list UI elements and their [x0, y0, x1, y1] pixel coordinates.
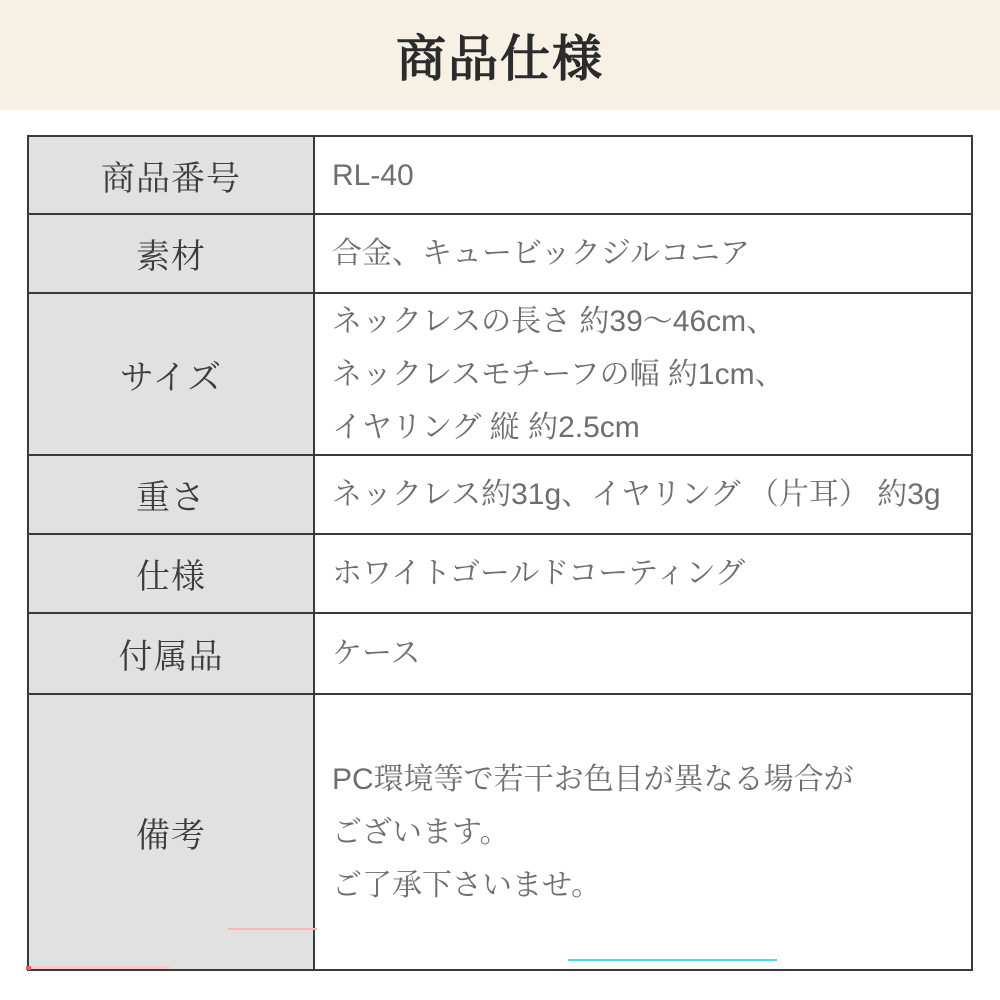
spec-value-line: ネックレスの長さ 約39〜46cm、	[332, 304, 777, 338]
spec-row	[29, 695, 971, 969]
header-band	[0, 0, 1000, 110]
spec-value	[315, 695, 971, 969]
spec-value-line: 合金、キュービックジルコニア	[332, 237, 751, 270]
spec-label: 素材	[29, 215, 315, 292]
page-title: 商品仕様	[396, 31, 604, 87]
spec-label: 商品番号	[29, 137, 315, 213]
spec-value	[315, 137, 971, 213]
spec-value-line: RL-40	[332, 158, 414, 192]
spec-row	[29, 215, 971, 294]
spec-table	[27, 135, 973, 971]
spec-value-line: ケース	[332, 637, 421, 670]
spec-value-line: PC環境等で若干お色目が異なる場合が	[332, 762, 854, 796]
spec-label: 備考	[29, 695, 315, 969]
spec-value	[315, 294, 971, 454]
spec-row	[29, 137, 971, 215]
spec-value-line: ネックレスモチーフの幅 約1cm、	[332, 357, 785, 391]
spec-row	[29, 535, 971, 614]
spec-value-line: ネックレス約31g、イヤリング （片耳） 約3g	[332, 478, 941, 511]
spec-label: サイズ	[29, 294, 315, 454]
spec-value-line: イヤリング 縦 約2.5cm	[332, 410, 640, 444]
spec-label: 仕様	[29, 535, 315, 612]
spec-row	[29, 294, 971, 456]
spec-row	[29, 614, 971, 695]
spec-value	[315, 614, 971, 693]
spec-value-line: ございます。	[332, 815, 510, 849]
spec-value	[315, 535, 971, 612]
spec-row	[29, 456, 971, 535]
spec-label: 付属品	[29, 614, 315, 693]
spec-value	[315, 456, 971, 533]
spec-value	[315, 215, 971, 292]
spec-value-line: ホワイトゴールドコーティング	[332, 557, 746, 590]
spec-label: 重さ	[29, 456, 315, 533]
spec-value-line: ご了承下さいませ。	[332, 868, 602, 902]
